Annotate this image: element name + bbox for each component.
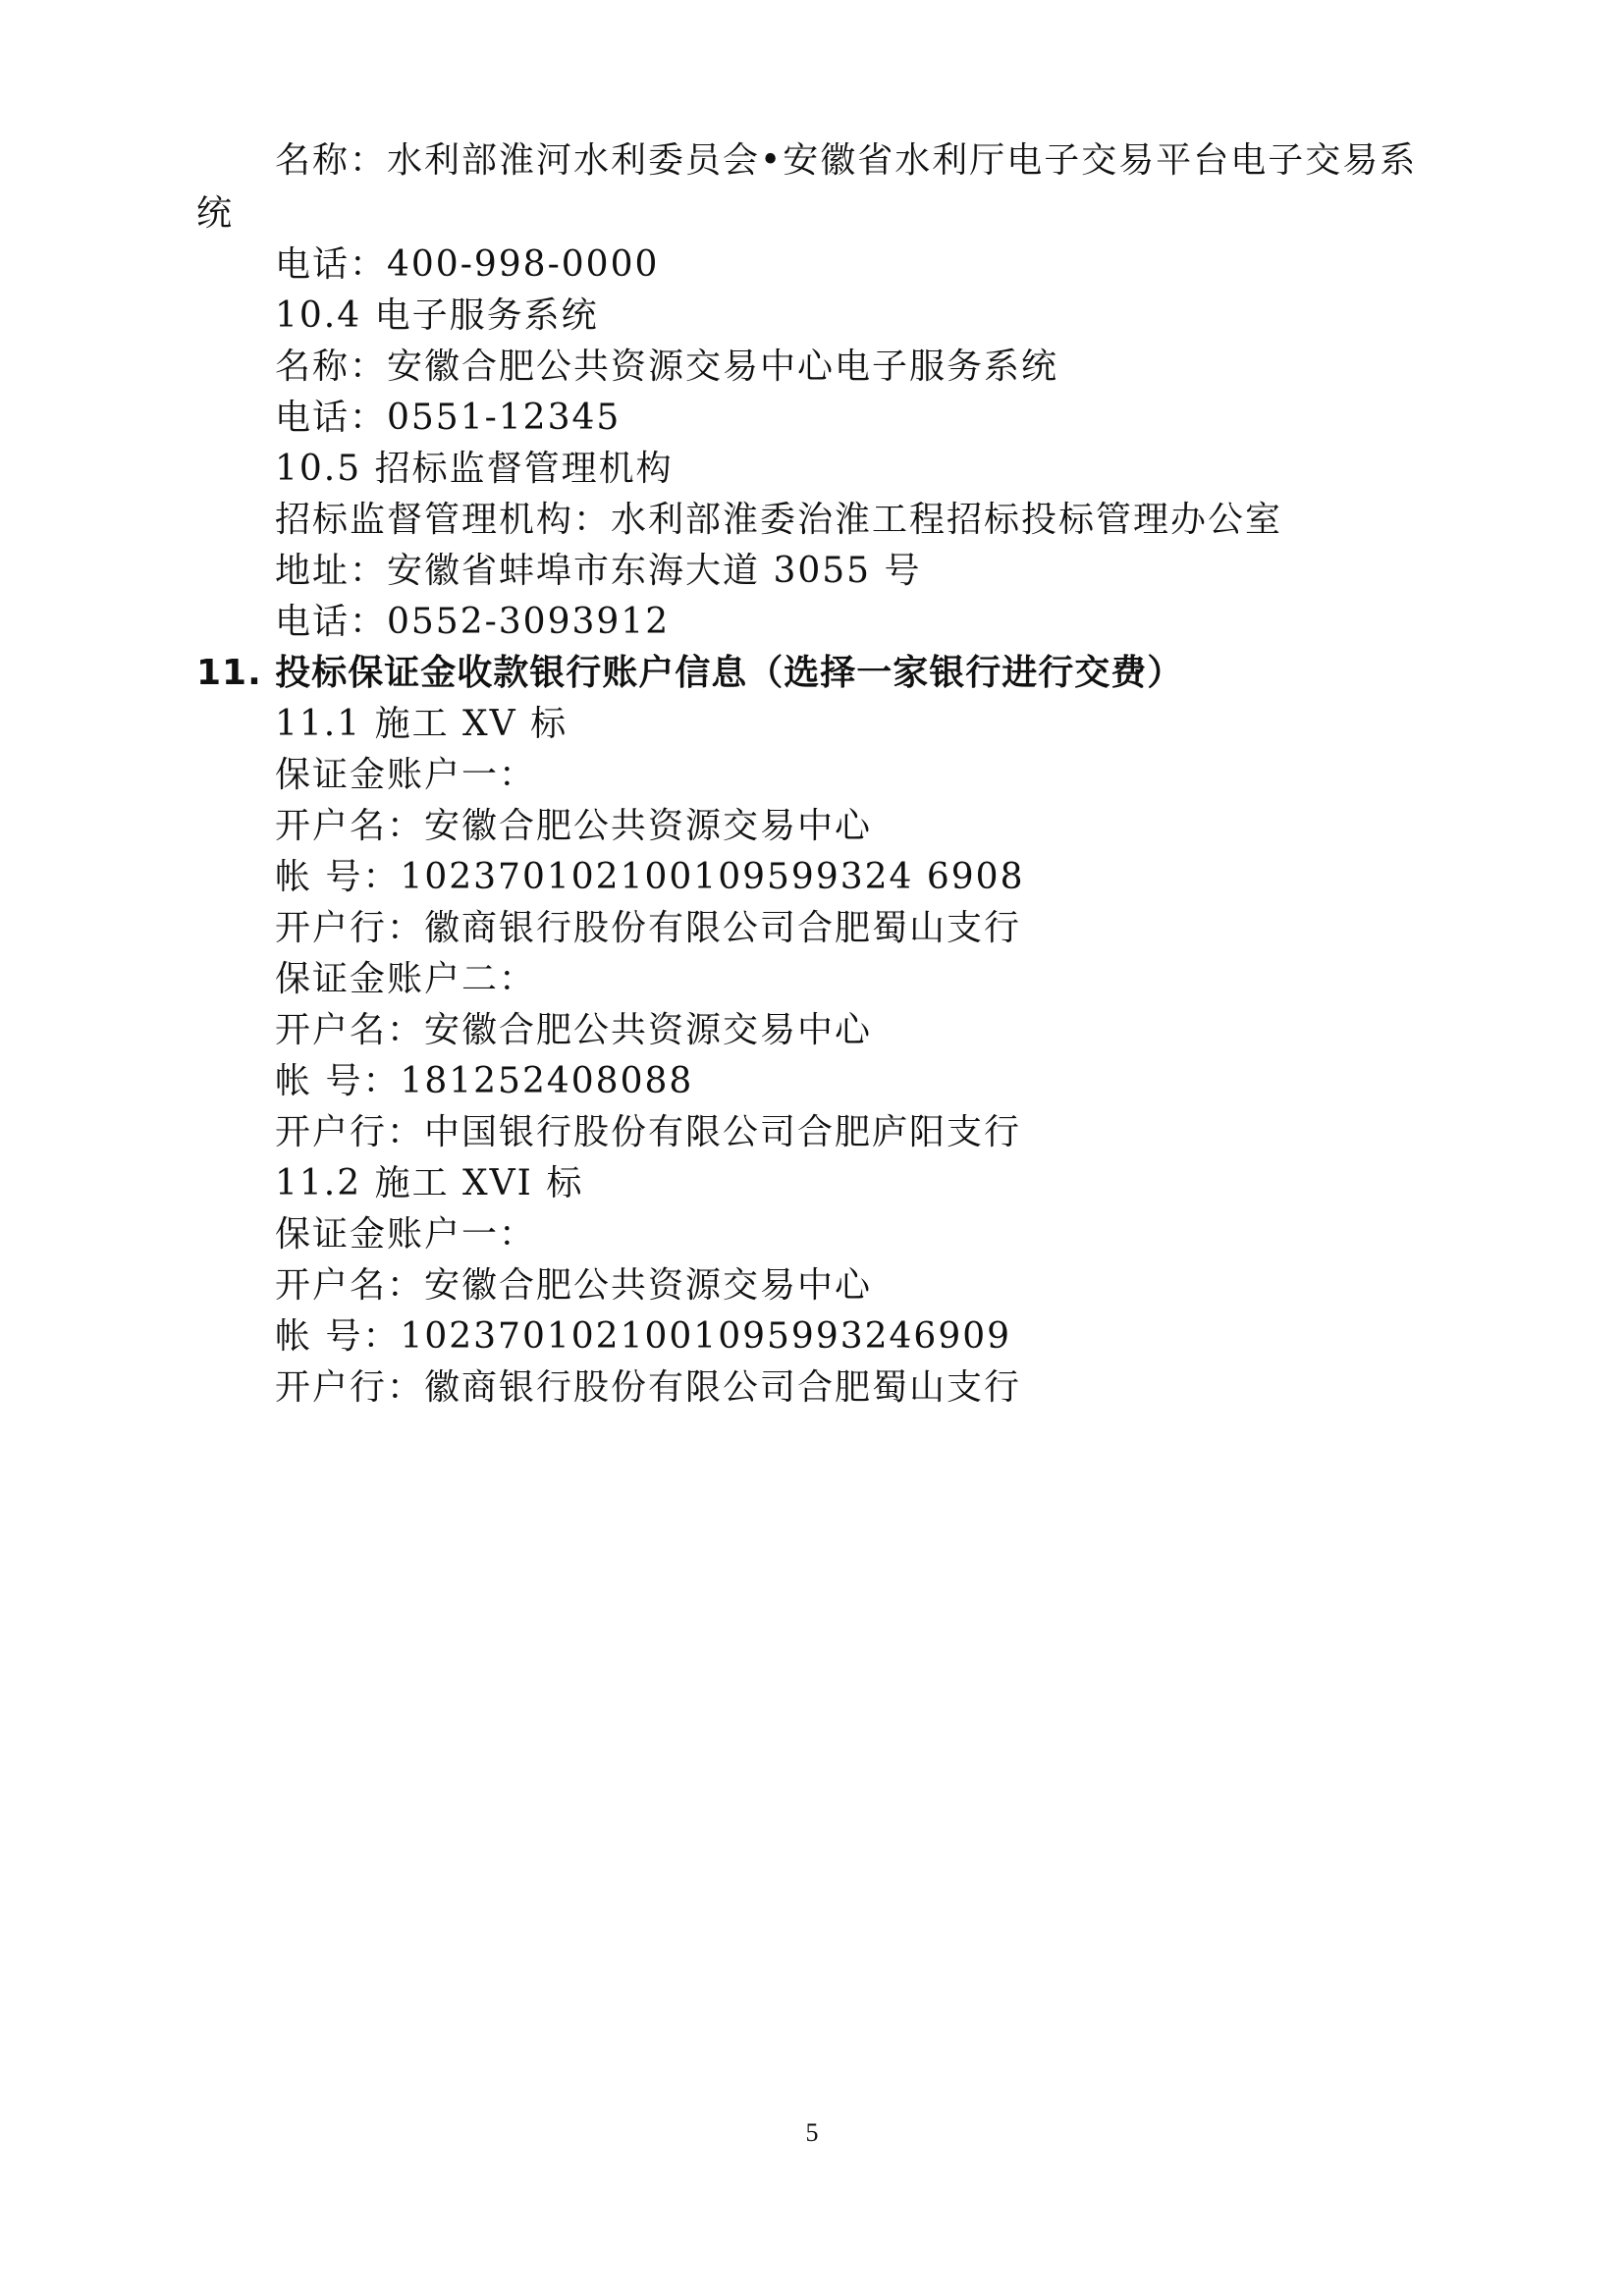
- lot-16-account1-name: 开户名：安徽合肥公共资源交易中心: [275, 1265, 873, 1306]
- lot-15-heading: 11.1 施工 XV 标: [275, 704, 568, 744]
- lot-15-account2-title: 保证金账户二：: [275, 959, 537, 999]
- supervision-address: 地址：安徽省蚌埠市东海大道 3055 号: [275, 551, 922, 591]
- supervision-heading: 10.5 招标监督管理机构: [275, 449, 674, 489]
- lot-16-account1-bank: 开户行：徽商银行股份有限公司合肥蜀山支行: [275, 1367, 1022, 1408]
- supervision-phone: 电话：0552-3093912: [275, 602, 671, 642]
- lot-15-account1-name: 开户名：安徽合肥公共资源交易中心: [275, 806, 873, 846]
- lot-15-account1-title: 保证金账户一：: [275, 755, 537, 795]
- lot-16-account1-title: 保证金账户一：: [275, 1214, 537, 1255]
- lot-16-account1-number: 帐 号：1023701021001095993246909: [275, 1316, 1012, 1357]
- platform-name-line1: 名称：水利部淮河水利委员会•安徽省水利厅电子交易平台电子交易系: [275, 140, 1418, 181]
- platform-phone: 电话：400-998-0000: [275, 244, 660, 285]
- service-system-heading: 10.4 电子服务系统: [275, 295, 599, 336]
- supervision-agency: 招标监督管理机构：水利部淮委治淮工程招标投标管理办公室: [275, 500, 1283, 540]
- platform-name-line2: 统: [196, 193, 235, 234]
- lot-15-account2-name: 开户名：安徽合肥公共资源交易中心: [275, 1010, 873, 1050]
- service-system-phone: 电话：0551-12345: [275, 398, 622, 438]
- deposit-section-heading: 11. 投标保证金收款银行账户信息（选择一家银行进行交费）: [196, 653, 1184, 693]
- page-number: 5: [805, 2118, 819, 2147]
- lot-16-heading: 11.2 施工 XVI 标: [275, 1163, 584, 1203]
- service-system-name: 名称：安徽合肥公共资源交易中心电子服务系统: [275, 347, 1059, 387]
- lot-15-account2-bank: 开户行：中国银行股份有限公司合肥庐阳支行: [275, 1112, 1022, 1152]
- lot-15-account1-bank: 开户行：徽商银行股份有限公司合肥蜀山支行: [275, 908, 1022, 948]
- lot-15-account2-number: 帐 号：181252408088: [275, 1061, 694, 1101]
- lot-15-account1-number: 帐 号：102370102100109599324 6908: [275, 857, 1025, 897]
